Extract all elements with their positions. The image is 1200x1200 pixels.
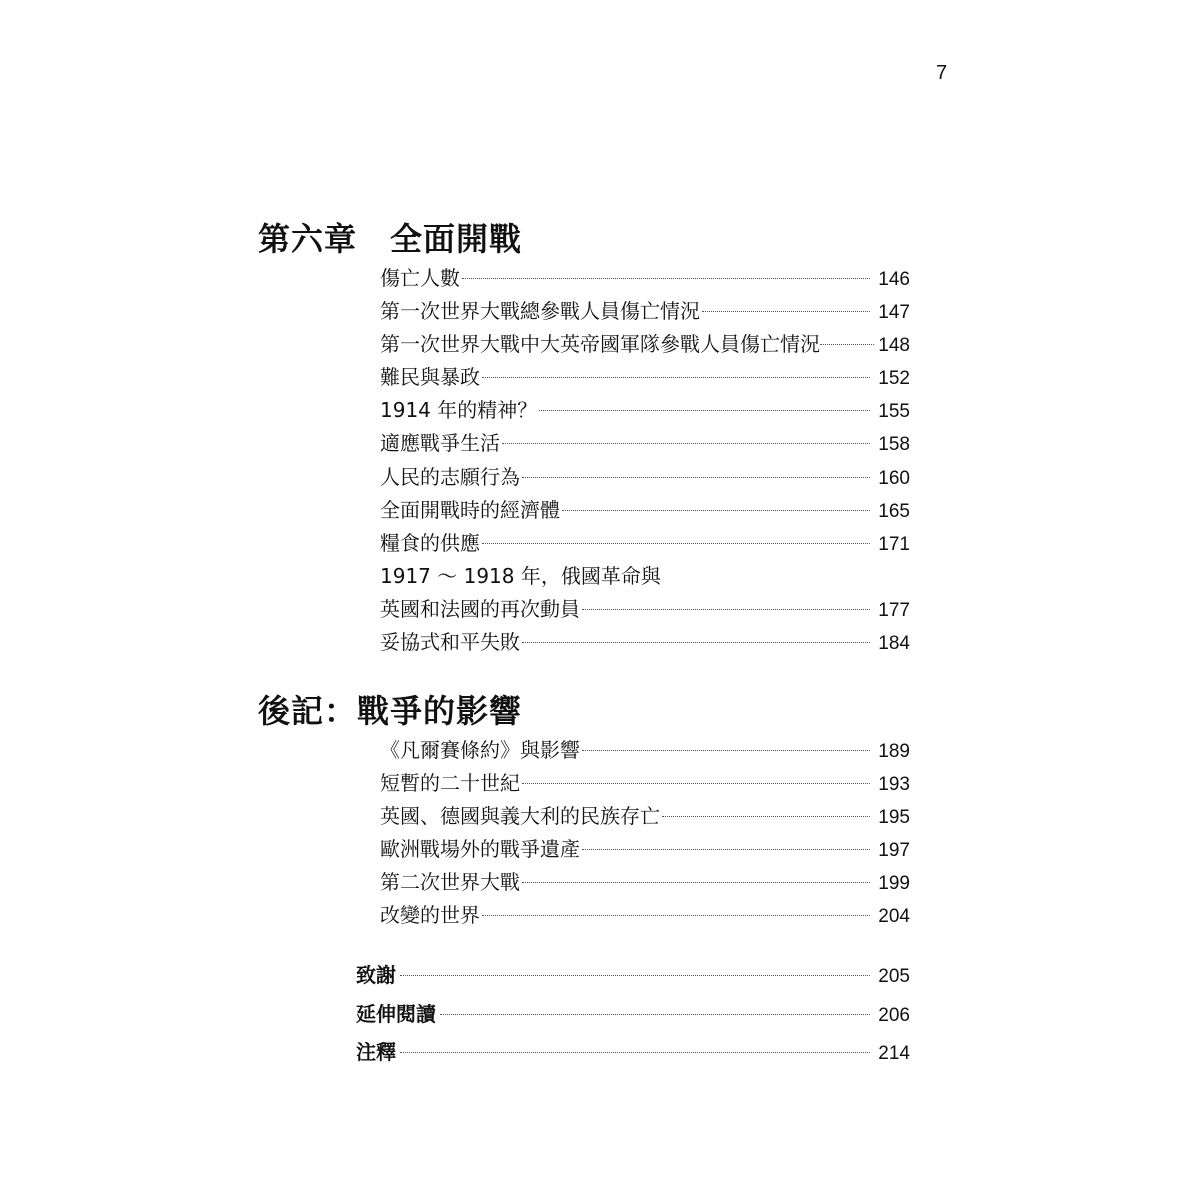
- dot-leader: [582, 849, 870, 850]
- toc-entry[interactable]: [380, 361, 910, 394]
- toc-entry-page: 177: [878, 599, 910, 621]
- dot-leader: [440, 1014, 870, 1015]
- toc-entry-title: 難民與暴政: [380, 365, 480, 390]
- epilogue-entry-list: [380, 734, 910, 933]
- toc-entry[interactable]: [356, 956, 910, 995]
- dot-leader: [482, 915, 870, 916]
- dot-leader: [662, 816, 870, 817]
- toc-entry-title: 改變的世界: [380, 903, 480, 928]
- toc-entry-page: 206: [878, 1004, 910, 1026]
- toc-entry[interactable]: [380, 461, 910, 494]
- toc-entry-title: 人民的志願行為: [380, 464, 520, 489]
- dot-leader: [482, 543, 870, 544]
- toc-entry-title: 第一次世界大戰中大英帝國軍隊參戰人員傷亡情況: [380, 332, 820, 357]
- page-number: 7: [936, 62, 948, 84]
- toc-entry-page: 155: [878, 401, 910, 423]
- chapter-entry-list: [380, 262, 910, 659]
- toc-entry-page: 148: [878, 335, 910, 357]
- toc-entry[interactable]: [380, 899, 910, 932]
- dot-leader: [702, 311, 870, 312]
- toc-entry[interactable]: [380, 593, 910, 626]
- dot-leader: [820, 344, 874, 345]
- toc-entry-page: 197: [878, 840, 910, 862]
- toc-entry-page: 146: [878, 269, 910, 290]
- toc-entry-page: 195: [878, 807, 910, 829]
- toc-entry-page: 205: [878, 966, 910, 987]
- toc-entry-page: 184: [878, 633, 910, 655]
- dot-leader: [539, 410, 870, 411]
- toc-entry[interactable]: [380, 494, 910, 527]
- toc-entry-page: 214: [878, 1043, 910, 1064]
- toc-entry[interactable]: [380, 295, 910, 328]
- toc-entry-title: 第二次世界大戰: [380, 870, 520, 895]
- toc-entry[interactable]: [380, 626, 910, 659]
- toc-entry-title: 1914 年的精神？: [380, 398, 538, 423]
- dot-leader: [462, 278, 870, 279]
- toc-entry-title: 1917 ～ 1918 年，俄國革命與: [380, 563, 661, 588]
- toc-entry-title: 全面開戰時的經濟體: [380, 497, 560, 522]
- toc-entry[interactable]: [380, 800, 910, 833]
- toc-entry[interactable]: [380, 560, 910, 593]
- dot-leader: [522, 477, 870, 478]
- toc-entry-title: 第一次世界大戰總參戰人員傷亡情況: [380, 299, 700, 324]
- toc-entry[interactable]: [380, 262, 910, 295]
- toc-entry-title: 致謝: [356, 963, 396, 987]
- toc-entry[interactable]: [380, 427, 910, 460]
- toc-entry-title: 糧食的供應: [380, 530, 480, 555]
- toc-entry-page: 199: [878, 873, 910, 895]
- toc-entry-title: 傷亡人數: [380, 266, 460, 290]
- toc-entry[interactable]: [380, 734, 910, 767]
- dot-leader: [502, 443, 870, 444]
- epilogue-title: 後記：戰爭的影響: [258, 692, 523, 730]
- dot-leader: [482, 377, 870, 378]
- toc-entry[interactable]: [380, 767, 910, 800]
- dot-leader: [562, 510, 870, 511]
- toc-entry-title: 英國和法國的再次動員: [380, 596, 580, 621]
- toc-entry-title: 妥協式和平失敗: [380, 630, 520, 655]
- back-matter-list: [356, 956, 910, 1072]
- toc-entry[interactable]: [380, 833, 910, 866]
- toc-entry-page: 152: [878, 368, 910, 390]
- dot-leader: [522, 882, 870, 883]
- dot-leader: [582, 609, 870, 610]
- toc-entry-page: 165: [878, 500, 910, 522]
- dot-leader: [522, 783, 870, 784]
- toc-entry-title: 歐洲戰場外的戰爭遺產: [380, 837, 580, 862]
- toc-entry[interactable]: [380, 527, 910, 560]
- toc-entry-page: 171: [878, 533, 910, 555]
- toc-entry-page: 147: [878, 302, 910, 324]
- dot-leader: [582, 750, 870, 751]
- toc-entry-title: 延伸閱讀: [356, 1001, 436, 1026]
- chapter-title: 第六章 全面開戰: [258, 220, 523, 258]
- toc-entry-title: 英國、德國與義大利的民族存亡: [380, 804, 660, 829]
- dot-leader: [522, 642, 870, 643]
- toc-entry[interactable]: [380, 394, 910, 427]
- toc-entry[interactable]: [380, 866, 910, 899]
- toc-entry-page: 193: [878, 774, 910, 796]
- toc-entry-page: 189: [878, 741, 910, 762]
- toc-entry[interactable]: [380, 328, 910, 361]
- toc-entry-title: 《凡爾賽條約》與影響: [380, 738, 580, 762]
- toc-entry-page: 204: [878, 906, 910, 928]
- toc-entry[interactable]: [356, 1033, 910, 1072]
- toc-entry-page: 158: [878, 434, 910, 456]
- toc-entry-title: 短暫的二十世紀: [380, 771, 520, 796]
- toc-entry-title: 適應戰爭生活: [380, 431, 500, 456]
- toc-entry[interactable]: [356, 995, 910, 1034]
- dot-leader: [400, 1052, 870, 1053]
- toc-entry-page: 160: [878, 467, 910, 489]
- dot-leader: [400, 975, 870, 976]
- toc-entry-title: 注釋: [356, 1040, 396, 1064]
